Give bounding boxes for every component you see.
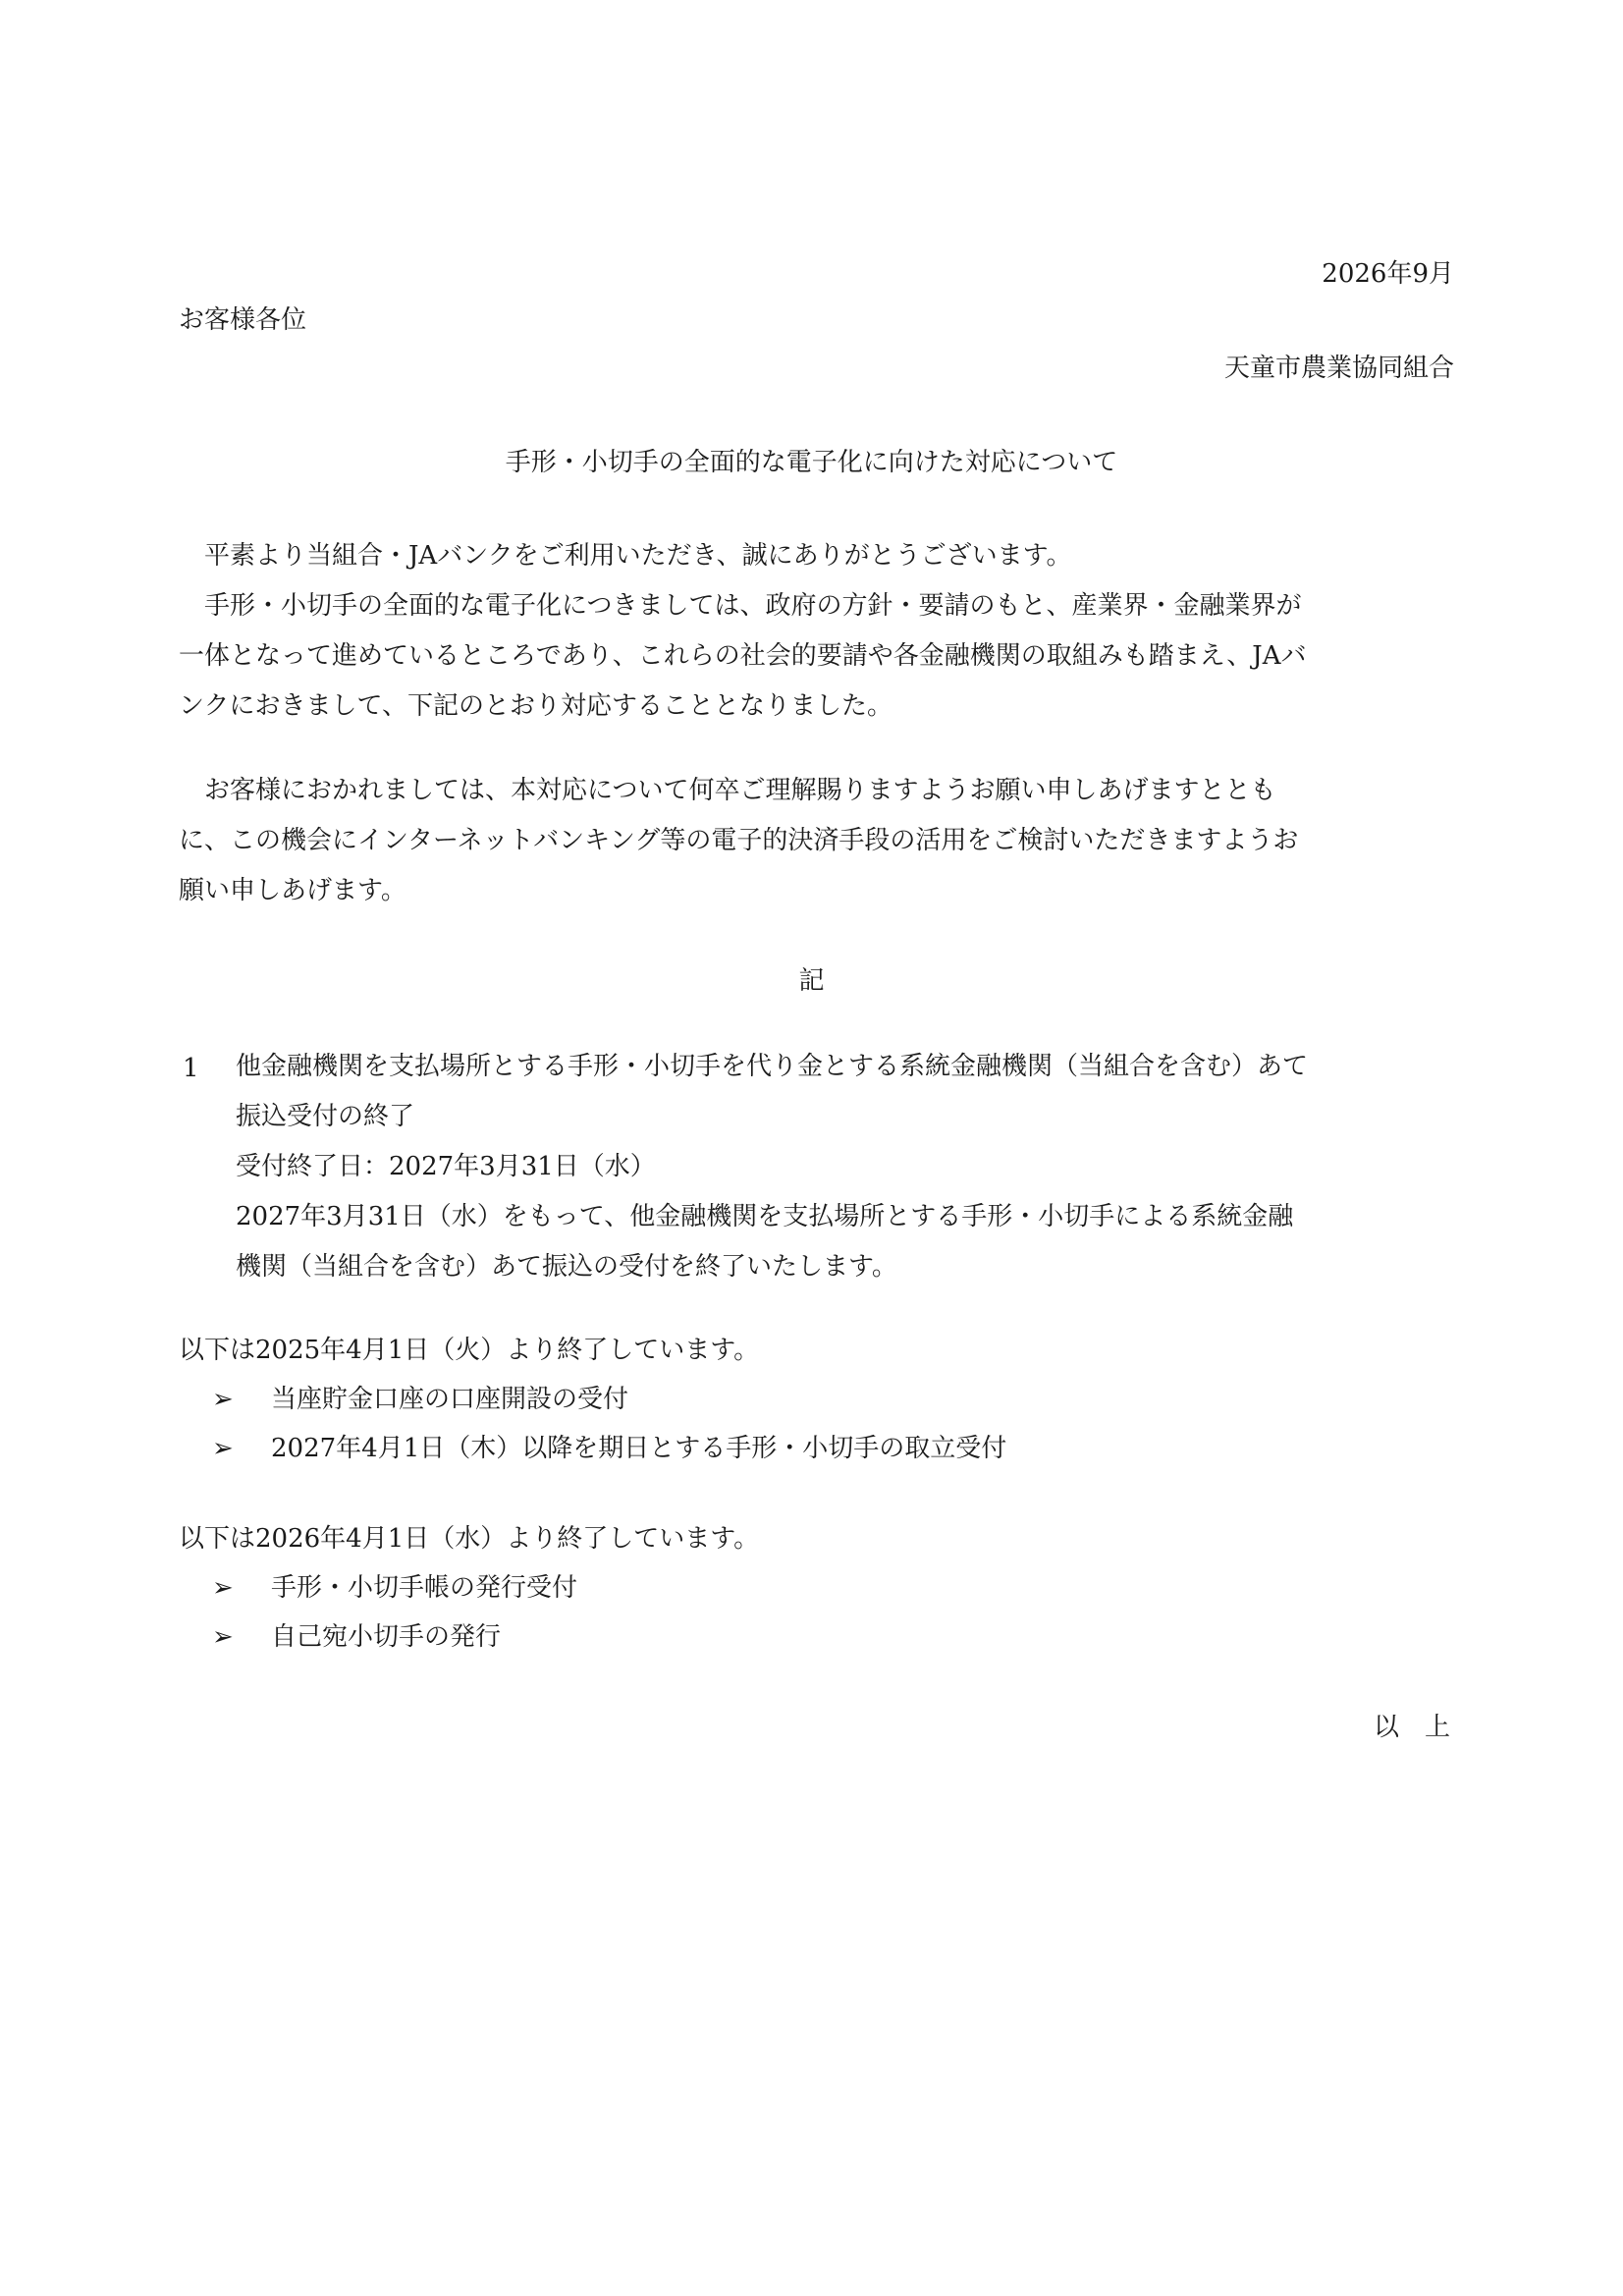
intro-line: に、この機会にインターネットバンキング等の電子的決済手段の活用をご検討いただきますようお [179, 826, 1299, 855]
intro-line: お客様におかれましては、本対応について何卒ご理解賜りますようお願い申しあげますととも [204, 776, 1276, 805]
section-2026-lead: 以下は2026年4月1日（水）より終了しています。 [179, 1524, 760, 1554]
list-item-text: 当座貯金口座の口座開設の受付 [271, 1385, 629, 1414]
item1-heading-line: 他金融機関を支払場所とする手形・小切手を代り金とする系統金融機関（当組合を含む）あて [236, 1052, 1309, 1081]
item1-end-date: 受付終了日：2027年3月31日（水） [236, 1152, 656, 1181]
intro-line: 手形・小切手の全面的な電子化につきましては、政府の方針・要請のもと、産業界・金融業界が [204, 591, 1302, 621]
item-number: 1 [183, 1054, 199, 1083]
item1-heading-line: 振込受付の終了 [236, 1102, 415, 1131]
intro-paragraph-3 [179, 766, 1455, 916]
list-item-text: 手形・小切手帳の発行受付 [271, 1573, 578, 1603]
list-item [212, 1379, 628, 1415]
intro-line: ンクにおきまして、下記のとおり対応することとなりました。 [179, 691, 893, 721]
intro-line: 一体となって進めているところであり、これらの社会的要請や各金融機関の取組みも踏まえ、JAバ [179, 641, 1307, 671]
document-date: 2026年9月 [1322, 259, 1454, 289]
list-item [212, 1567, 577, 1604]
item1-detail-line: 2027年3月31日（水）をもって、他金融機関を支払場所とする手形・小切手による系統金融 [236, 1202, 1294, 1231]
item1-detail-line: 機関（当組合を含む）あて振込の受付を終了いたします。 [236, 1252, 897, 1282]
ki-heading: 記 [798, 966, 825, 996]
intro-paragraph-2 [179, 581, 1455, 732]
list-item-text: 2027年4月1日（木）以降を期日とする手形・小切手の取立受付 [271, 1434, 1007, 1463]
sender-name: 天童市農業協同組合 [1223, 354, 1454, 383]
document-title: 手形・小切手の全面的な電子化に向けた対応について [505, 448, 1118, 477]
item1-block [236, 1042, 1463, 1292]
intro-paragraph-1 [179, 531, 1455, 581]
closing-mark: 以 上 [1373, 1713, 1450, 1742]
bullet-arrow-icon: ➢ [212, 1385, 234, 1414]
section-2025-lead: 以下は2025年4月1日（火）より終了しています。 [179, 1336, 760, 1365]
bullet-arrow-icon: ➢ [212, 1434, 234, 1463]
bullet-arrow-icon: ➢ [212, 1622, 234, 1652]
intro-line: 平素より当組合・JAバンクをご利用いただき、誠にありがとうございます。 [204, 541, 1072, 571]
list-item-text: 自己宛小切手の発行 [271, 1622, 502, 1652]
intro-line: 願い申しあげます。 [179, 876, 406, 905]
list-item [212, 1428, 1006, 1464]
addressee: お客様各位 [179, 305, 307, 335]
bullet-arrow-icon: ➢ [212, 1573, 234, 1603]
list-item [212, 1616, 501, 1653]
